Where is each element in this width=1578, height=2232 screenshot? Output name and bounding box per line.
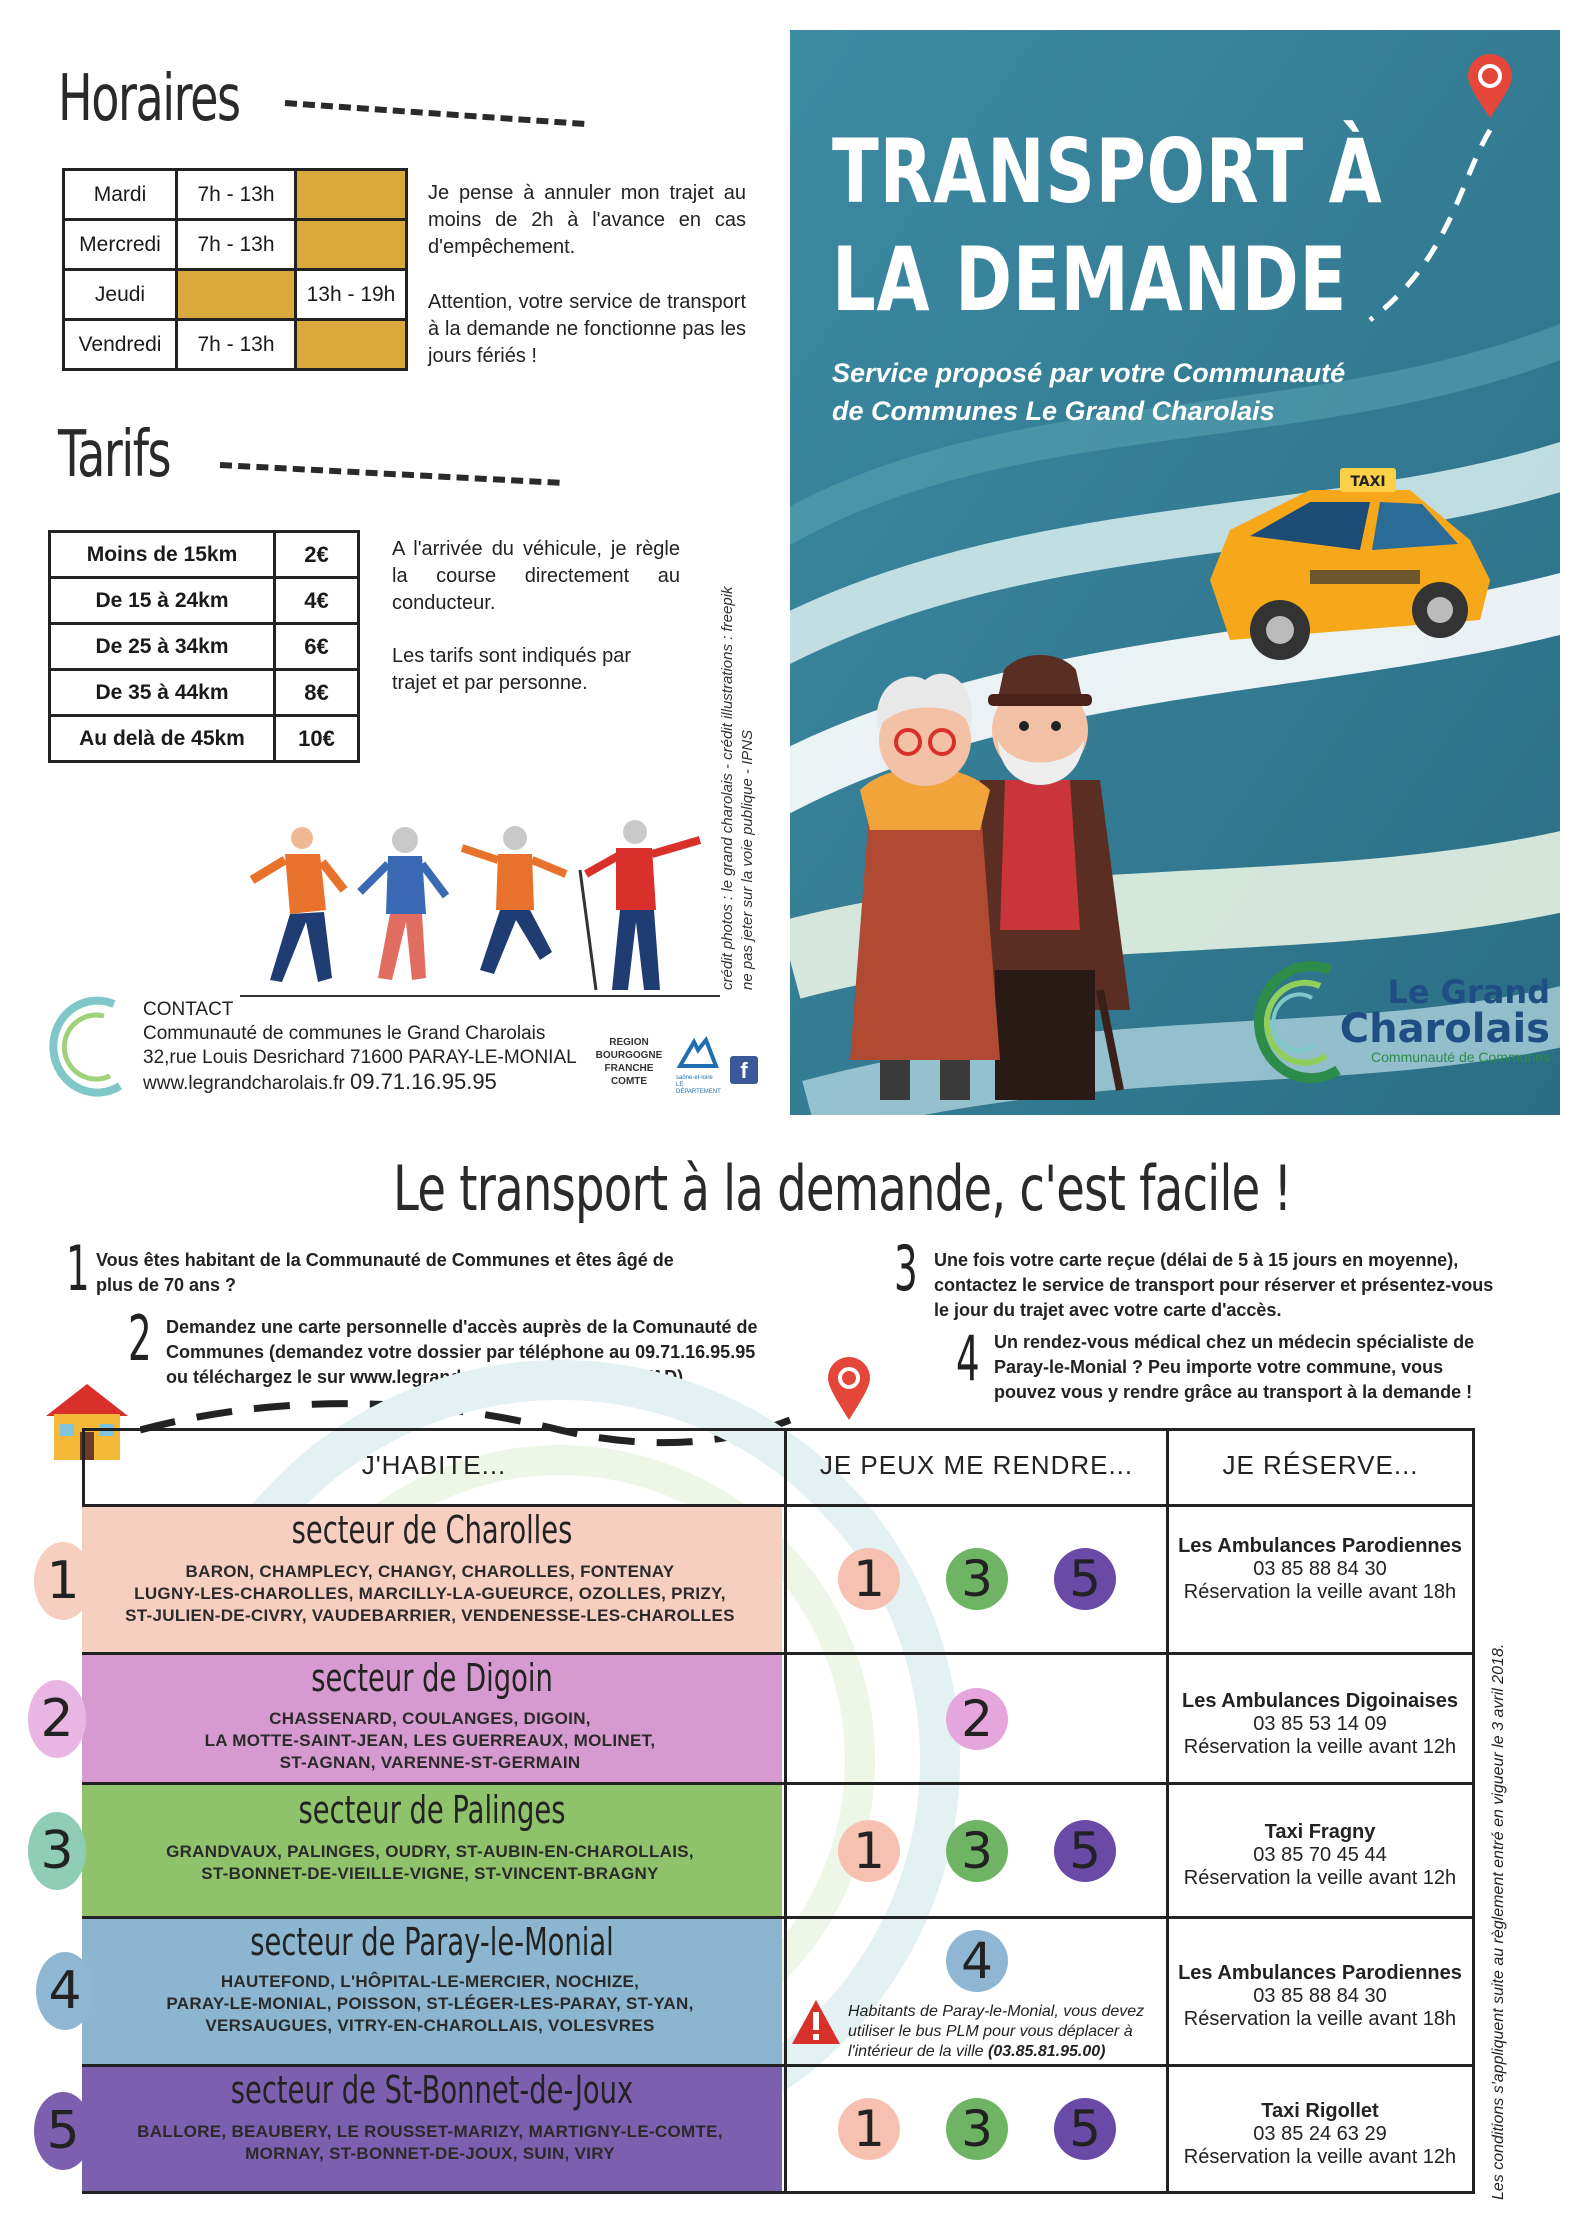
commune-line: ST-BONNET-DE-VIEILLE-VIGNE, ST-VINCENT-BRAGNY [201,1864,659,1883]
provider-name: Taxi Rigollet [1261,2100,1379,2122]
step-2-number: 2 [128,1302,152,1375]
commune-line: LUGNY-LES-CHAROLLES, MARCILLY-LA-GUEURCE, OZOLLES, PRIZY, [134,1584,726,1603]
dest-badge-5: 5 [1054,1548,1116,1610]
step-3-number: 3 [894,1232,918,1305]
reservation-st-bonnet [1170,2100,1470,2169]
warning-phone[interactable]: (03.85.81.95.00) [988,2043,1106,2060]
step-2-text: Demandez une carte personnelle d'accès auprès de la Comunauté de Communes (demandez votre dossier par téléphone au 09.71.16.95.95 ou téléchargez le sur www.legrandcharolais.fr rubrique TAD) [166,1317,758,1387]
sector-badge-4: 4 [36,1952,94,2030]
tarif-price: 6€ [275,624,359,670]
day-cell: Jeudi [64,270,177,320]
commune-line: MORNAY, ST-BONNET-DE-JOUX, SUIN, VIRY [245,2144,615,2163]
tarif-distance: De 35 à 44km [50,670,275,716]
tarifs-note-payment: A l'arrivée du véhicule, je règle la course directement au conducteur. [392,538,680,614]
contact-website[interactable]: www.legrandcharolais.fr [143,1073,345,1094]
logo-line-2: Charolais [1339,1006,1550,1052]
dest-badge-1: 1 [838,2098,900,2160]
elderly-couple-illustration [830,590,1150,1110]
contact-web-line [143,1070,583,1096]
tarifs-dashes [220,462,560,486]
step-1-text: Vous êtes habitant de la Communauté de Communes et êtes âgé de plus de 70 ans ? [96,1250,674,1295]
step-4-text: Un rendez-vous médical chez un médecin spécialiste de Paray-le-Monial ? Peu importe votre commune, vous pouvez vous y rendre grâce au transport à la demande ! [994,1332,1475,1402]
provider-name: Taxi Fragny [1264,1821,1376,1843]
tarifs-heading: Tarifs [58,418,171,492]
contact-phone[interactable]: 09.71.16.95.95 [349,1069,497,1094]
reservation-palinges [1170,1821,1470,1890]
poster-subtitle-line-2: de Communes Le Grand Charolais [832,396,1275,426]
sector-communes-digoin [100,1708,760,1774]
am-cell: 7h - 13h [177,170,296,220]
commune-line: ST-AGNAN, VARENNE-ST-GERMAIN [279,1753,581,1772]
reservation-digoin [1170,1690,1470,1759]
tarif-price: 2€ [275,532,359,578]
am-cell [177,270,296,320]
tarifs-note-per-person: Les tarifs sont indiqués par trajet et par personne. [392,645,632,694]
taxi-illustration [1190,450,1510,670]
saone-et-loire-text: saône-et-loire LE DÉPARTEMENT [676,1075,721,1095]
dancer-2 [360,827,446,980]
commune-line: BARON, CHAMPLECY, CHANGY, CHAROLLES, FONTENAY [185,1562,675,1581]
poster-dashed-route [1290,100,1510,340]
dancer-3 [462,826,566,974]
sector-communes-st-bonnet [100,2121,760,2165]
commune-line: VERSAUGUES, VITRY-EN-CHAROLLAIS, VOLESVRES [205,2016,655,2035]
dest-badge-1: 1 [838,1820,900,1882]
poster-panel [790,30,1560,1115]
saone-et-loire-icon [676,1036,720,1070]
region-logo: REGION BOURGOGNE FRANCHE COMTE [595,1037,663,1087]
dancing-seniors-illustration [240,810,720,1000]
sector-badge-3: 3 [28,1812,86,1890]
commune-line: LA MOTTE-SAINT-JEAN, LES GUERREAUX, MOLINET, [204,1731,656,1750]
day-cell: Mardi [64,170,177,220]
credits-vertical [718,550,758,990]
horaires-table [62,168,408,371]
booking-deadline: Réservation la veille avant 18h [1183,1581,1457,1603]
commune-line: CHASSENARD, COULANGES, DIGOIN, [269,1709,591,1728]
pm-cell [296,320,407,370]
contact-block [143,998,583,1096]
dest-badge-5: 5 [1054,2098,1116,2160]
grand-charolais-swirl-logo [34,990,134,1100]
dancer-1 [252,827,344,982]
logo-line-3: Communauté de Communes [1371,1049,1550,1065]
dest-badge-1: 1 [838,1548,900,1610]
horaires-note-holidays: Attention, votre service de transport à la demande ne fonctionne pas les jours fériés ! [428,291,746,367]
commune-line: PARAY-LE-MONIAL, POISSON, ST-LÉGER-LES-PARAY, ST-YAN, [166,1994,694,2013]
poster-title-line-2: LA DEMANDE [832,228,1348,331]
dest-badge-5: 5 [1054,1820,1116,1882]
booking-deadline: Réservation la veille avant 18h [1183,2008,1457,2030]
provider-phone[interactable]: 03 85 24 63 29 [1253,2123,1387,2145]
col-head-rendre: JE PEUX ME RENDRE... [819,1450,1134,1480]
saone-et-loire-logo [676,1036,720,1096]
sector-badge-2: 2 [28,1680,86,1758]
day-cell: Mercredi [64,220,177,270]
sector-name-palinges: secteur de Palinges [298,1788,566,1832]
pm-cell [296,170,407,220]
day-cell: Vendredi [64,320,177,370]
tarif-distance: De 25 à 34km [50,624,275,670]
col-divider-1 [784,1428,787,2191]
commune-line: BALLORE, BEAUBERY, LE ROUSSET-MARIZY, MARTIGNY-LE-COMTE, [137,2122,723,2141]
warning-icon [790,1998,842,2048]
am-cell: 7h - 13h [177,220,296,270]
tarif-price: 10€ [275,716,359,762]
tarif-price: 8€ [275,670,359,716]
dest-badge-3: 3 [946,1820,1008,1882]
easy-title: Le transport à la demande, c'est facile ! [393,1152,1292,1225]
provider-name: Les Ambulances Parodiennes [1178,1962,1462,1984]
sector-name-st-bonnet: secteur de St-Bonnet-de-Joux [230,2068,634,2112]
commune-line: GRANDVAUX, PALINGES, OUDRY, ST-AUBIN-EN-CHAROLLAIS, [166,1842,694,1861]
sector-name-charolles: secteur de Charolles [291,1508,573,1552]
tarif-distance: Au delà de 45km [50,716,275,762]
provider-name: Les Ambulances Digoinaises [1181,1690,1458,1712]
facebook-icon[interactable]: f [730,1056,758,1084]
sector-name-paray: secteur de Paray-le-Monial [250,1920,614,1964]
logo-line-1: Le Grand [1387,973,1550,1011]
credits-line-2: ne pas jeter sur la voie publique - IPNS [739,729,756,990]
dest-badge-4: 4 [946,1930,1008,1992]
contact-label: CONTACT [143,999,234,1020]
horaires-note-cancel: Je pense à annuler mon trajet au moins de 2h à l'avance en cas d'empêchement. [428,182,746,258]
dest-badge-3: 3 [946,1548,1008,1610]
provider-phone[interactable]: 03 85 88 84 30 [1253,1558,1387,1580]
provider-phone[interactable]: 03 85 70 45 44 [1253,1844,1387,1866]
horaires-dashes [285,100,585,127]
commune-line: ST-JULIEN-DE-CIVRY, VAUDEBARRIER, VENDENESSE-LES-CHAROLLES [125,1606,735,1625]
tarifs-table [48,530,360,763]
dancer-4 [586,820,700,990]
poster-logo-text [1310,975,1550,1065]
booking-deadline: Réservation la veille avant 12h [1183,2146,1457,2168]
sector-communes-paray [100,1971,760,2037]
reservation-charolles [1170,1535,1470,1604]
tarif-price: 4€ [275,578,359,624]
col-divider-2 [1166,1428,1169,2191]
sector-communes-charolles [100,1561,760,1627]
pm-cell: 13h - 19h [296,270,407,320]
credits-line-1: crédit photos : le grand charolais - crédit illustrations : freepik [719,586,736,990]
provider-name: Les Ambulances Parodiennes [1178,1535,1462,1557]
poster-title-line-1: TRANSPORT À [832,120,1383,223]
conditions-side-note: Les conditions s'appliquent suite au règlement entré en vigueur le 3 avril 2018. [1490,1643,1507,2200]
booking-deadline: Réservation la veille avant 12h [1183,1867,1457,1889]
col-head-habite: J'HABITE... [361,1450,507,1480]
reservation-paray [1170,1962,1470,2031]
contact-address: 32,rue Louis Desrichard 71600 PARAY-LE-MONIAL [143,1047,577,1068]
booking-deadline: Réservation la veille avant 12h [1183,1736,1457,1758]
dest-badge-3: 3 [946,2098,1008,2160]
sector-badge-5: 5 [34,2092,92,2170]
step-1-number: 1 [66,1232,90,1305]
sector-communes-palinges [100,1841,760,1885]
provider-phone[interactable]: 03 85 88 84 30 [1253,1985,1387,2007]
step-3-text: Une fois votre carte reçue (délai de 5 à 15 jours en moyenne), contactez le service de transport pour réserver et présentez-vous le jour du trajet avec votre carte d'accès. [934,1250,1494,1320]
taxi-sign-text: TAXI [1350,474,1386,490]
am-cell: 7h - 13h [177,320,296,370]
sector-name-digoin: secteur de Digoin [311,1656,553,1700]
pm-cell [296,220,407,270]
contact-org: Communauté de communes le Grand Charolais [143,1023,546,1044]
horaires-heading: Horaires [58,62,240,136]
sector-badge-1: 1 [34,1542,92,1620]
provider-phone[interactable]: 03 85 53 14 09 [1253,1713,1387,1735]
commune-line: HAUTEFOND, L'HÔPITAL-LE-MERCIER, NOCHIZE, [220,1972,640,1991]
tarif-distance: Moins de 15km [50,532,275,578]
tarif-distance: De 15 à 24km [50,578,275,624]
col-head-reserve: JE RÉSERVE... [1222,1450,1419,1480]
warning-text: Habitants de Paray-le-Monial, vous devez utiliser le bus PLM pour vous déplacer à l'intérieur de la ville [848,2003,1145,2060]
paray-warning [848,2002,1168,2062]
step-4-number: 4 [956,1322,980,1395]
dest-badge-2: 2 [946,1688,1008,1750]
poster-subtitle-line-1: Service proposé par votre Communauté [832,358,1346,388]
